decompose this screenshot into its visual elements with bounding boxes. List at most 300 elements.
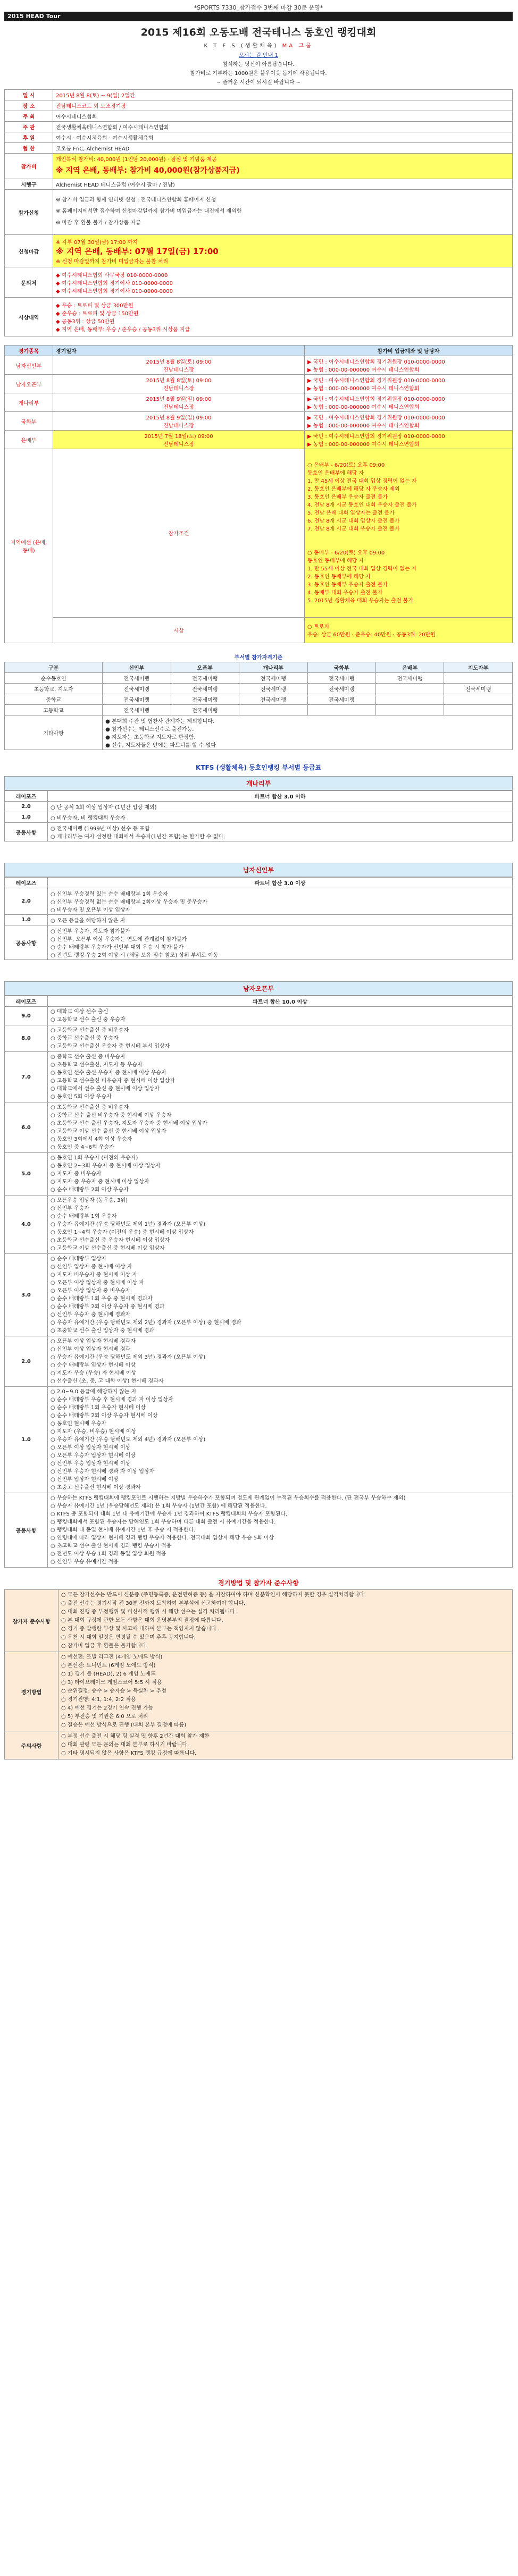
level-desc xyxy=(48,1007,513,1025)
division-header: 은배부 xyxy=(375,662,444,673)
level-line: ○ 우승자 유예기간 (우승 당해년도 제외 3년) 경과자 (오픈부 이상) xyxy=(51,1354,206,1360)
rules-line: ○ 3) 타이브레이크 게임스코어 5:5 시 적용 xyxy=(61,1680,162,1686)
regional-rules-a xyxy=(307,461,509,533)
open-level-row xyxy=(5,1387,513,1493)
schedule-date xyxy=(53,393,305,412)
division-cell: 전국세미랭 xyxy=(171,684,239,694)
rules-line: ○ 4) 예선 경기는 2경기 연속 진행 가능 xyxy=(61,1705,154,1711)
rules-line: ○ 우천 시 대회 일정은 변경될 수 있으며 추후 공지합니다. xyxy=(61,1635,196,1640)
level-line: ○ 초중학교 선수 출신 입상자 중 현시베 경과 xyxy=(51,1328,155,1334)
level-line: ○ 랭킹대회 내 동일 현시베 유예기간 1년 후 우승 시 적용한다. xyxy=(51,1527,196,1533)
division-cell: 전국세미랭 xyxy=(239,694,307,705)
level-line: ○ 순수 배테랑부 2회 이상 우승자 중 현시베 경과 xyxy=(51,1304,165,1310)
level-desc xyxy=(48,1254,513,1336)
rookie-head: 파트너 합산 3.0 이상 xyxy=(48,878,513,888)
level-line: ○ 우승자 유예기간 (우승 당해년도 제외 2년) 경과자 (오픈부 이상) 중 현시베 경과 xyxy=(51,1320,241,1326)
level-line: ○ 고등학교 이상 선수출신 중 현시베 이상 입상자 xyxy=(51,1245,165,1251)
level: 7.0 xyxy=(5,1052,48,1102)
level-line: ○ 우승하는 KTFS 랭킹대회에 랭킹포인트 시행하는 지방별 우승하수가 포함되며 정도에 관계없이 누적된 우승회수를 적용한다. (단 전국부 우승하수 제외) xyxy=(51,1495,406,1501)
division-table xyxy=(4,652,513,750)
schedule-date xyxy=(53,375,305,393)
subtitle-prefix: K T F S (생활체육) xyxy=(204,43,279,49)
level-line: ○ 순수 배테랑부 1회 우승자 xyxy=(51,1214,117,1219)
rules-row xyxy=(5,1652,513,1731)
division-header: 국화부 xyxy=(307,662,375,673)
rules-line: ○ 예선전: 조별 리그전 (4게임 노애드 방식) xyxy=(61,1654,163,1660)
level-line: ○ 중학교 선수출신 중 우승자 xyxy=(51,1036,119,1041)
level-line: ○ 연령대에 따라 입상자 현시베 경과 랭킹 우승자 적용한다. 전국대회 입상자 해당 우승 5회 이상 xyxy=(51,1535,274,1541)
fee-line: 개인복식 참가비: 40,000원 (1인당 20,000원) · 점심 및 기념품 제공 xyxy=(56,157,217,163)
level-line: ○ 우승자 유예기간 (우승 당해년도 제외 4년) 경과자 (오픈부 이상) xyxy=(51,1437,206,1443)
rules-line: ○ 대회 진행 중 부정행위 및 비신사적 행위 시 해당 선수는 실격 처리됩니다. xyxy=(61,1609,237,1615)
division-cell: 전국세미랭 xyxy=(171,705,239,715)
level-line: ○ 랭킹대회에서 포함된 우승자는 당해연도 1회 우승하며 다른 대회 출전 시 유예기간을 적용한다. xyxy=(51,1519,276,1525)
extra-line: ● 지도자는 초등학교 지도자로 한정함. xyxy=(105,735,196,740)
division-cell: 고등학교 xyxy=(5,705,103,715)
rules-line: ○ 경기 중 발생한 부상 및 사고에 대하여 본부는 책임지지 않습니다. xyxy=(61,1626,218,1632)
rule-line: 7. 전남 8개 시군 대회 우승자 출전 불가 xyxy=(307,526,400,532)
women-band: 개나리부 xyxy=(4,776,513,790)
rules-line: ○ 기타 명시되지 않은 사항은 KTFS 랭킹 규정에 따릅니다. xyxy=(61,1750,197,1756)
fee-value xyxy=(53,154,513,179)
info-value: 전국생활체육테니스연합회 / 여수시테니스연합회 xyxy=(53,122,513,132)
extra-line: ● 선수, 지도자들은 안에는 파트너를 할 수 없다 xyxy=(105,743,216,748)
level-line: ○ 초등학교 선수출신 중 비우승자 xyxy=(51,1105,129,1110)
level-line: ○ 고등학교 이상 선수 출신 중 현시베 이상 입상자 xyxy=(51,1129,166,1134)
level-desc xyxy=(48,888,513,915)
apply-line: ※ 홈페이지에서만 접수하며 신청마감일까지 참가비 미입금자는 대진에서 제외함 xyxy=(56,208,242,214)
rules-table xyxy=(4,1589,513,1760)
level-line: ○ 대학교에서 선수 출신 중 현시베 이상 입상자 xyxy=(51,1086,160,1092)
account-line: ▶ 국민 : 여수시테니스연합회 경기위원장 010-0000-0000 xyxy=(307,397,445,402)
schedule-venue: 진남테니스장 xyxy=(163,442,194,448)
account-line: ▶ 농협 : 000-00-000000 여수시 테니스연합회 xyxy=(307,405,420,410)
open-level-row xyxy=(5,1493,513,1568)
regional-label: 지역예선 (은배, 동배) xyxy=(5,449,53,643)
level-line: ○ 신인부 우승자, 지도자 참가불가 xyxy=(51,929,131,935)
schedule-date-line: 2015년 8월 8일(토) 09:00 xyxy=(146,359,212,365)
level-line: ○ 초등학교 선수출신 중 우승자 현시베 이상 입상자 xyxy=(51,1238,170,1243)
schedule-header: 참가비 입금계좌 및 담당자 xyxy=(305,346,513,356)
level-line: ○ 순수 배테랑부 2회 이상 우승자 xyxy=(51,1187,129,1193)
contact-line: ◆ 여수시테니스연합회 경기이사 010-0000-0000 xyxy=(56,288,173,294)
women-table xyxy=(4,790,513,841)
level-line: ○ 동호인 선수 출신 우승자 중 현시베 이상 우승자 xyxy=(51,1070,166,1076)
regional-prize-label: 시상 xyxy=(53,617,305,643)
level-line: ○ 오픈우승 입상자 (동우승, 3위) xyxy=(51,1198,128,1203)
rules-label: 주의사항 xyxy=(5,1731,59,1760)
division-cell: 전국세미랭 xyxy=(171,694,239,705)
rules-label: 참가자 준수사항 xyxy=(5,1590,59,1652)
level-line: ○ 지도자 중 비우승자 xyxy=(51,1171,102,1177)
rules-line: ○ 경기진행: 4:1, 1:4, 2:2 적용 xyxy=(61,1697,136,1703)
info-value: 진남테니스코트 외 보조경기장 xyxy=(53,100,513,111)
level-desc xyxy=(48,1102,513,1153)
level-line: ○ 신인부 입상자 중 현시베 이상 자 xyxy=(51,1264,132,1270)
open-level-row xyxy=(5,1196,513,1254)
division-caption: 부서별 참가자격기준 xyxy=(5,652,513,662)
level-line: ○ 신인부 이상 입상자 현시베 경과 xyxy=(51,1346,131,1352)
level-desc xyxy=(48,1336,513,1387)
rules-line: ○ 결승은 예선 방식으로 진행 (대회 본부 결정에 따름) xyxy=(61,1722,187,1728)
rules-line: ○ 본 대회 규정에 관한 모든 사항은 대회 운영본부의 결정에 따릅니다. xyxy=(61,1618,223,1623)
schedule-table xyxy=(4,345,513,643)
deadline-label: 신청마감 xyxy=(5,235,53,267)
schedule-venue: 진남테니스장 xyxy=(163,405,194,410)
division-cell xyxy=(444,705,513,715)
level-line: ○ 우승자 유예기간 (우승 당해년도 제외 1년) 경과자 (오픈부 이상) xyxy=(51,1222,206,1227)
women-head: 파트너 합산 3.0 이하 xyxy=(48,791,513,802)
extra-label: 기타사항 xyxy=(5,715,103,750)
rule-line: 1. 만 45세 이상 전국 대회 입상 경력이 없는 자 xyxy=(307,478,417,484)
division-header: 오픈부 xyxy=(171,662,239,673)
rules-row xyxy=(5,1731,513,1760)
division-cell: 전국세미랭 xyxy=(171,673,239,684)
level-desc xyxy=(48,1025,513,1052)
schedule-event: 남자신인부 xyxy=(5,356,53,375)
prize-line: ◆ 준우승 : 트로피 및 상금 150만원 xyxy=(56,311,139,317)
rules-desc xyxy=(59,1731,513,1760)
level-line: ○ 대학교 이상 선수 출신 xyxy=(51,1009,108,1015)
level: 9.0 xyxy=(5,1007,48,1025)
regional-center: 참가조건 xyxy=(53,449,305,618)
rule-line: 동호인 동배부에 해당 자 xyxy=(307,558,364,564)
rookie-band: 남자신인부 xyxy=(4,863,513,877)
level-line: ○ 신인부 우승 입상자 현시베 이상 xyxy=(51,1461,131,1467)
level-line: ○ 신인부 입상자 현시베 이상 xyxy=(51,1477,119,1483)
greeting xyxy=(4,51,513,87)
prize-line: ◆ 공동3위 : 상금 50만원 xyxy=(56,319,115,325)
open-table xyxy=(4,996,513,1568)
top-note: *SPORTS 7330_참가접수 3번째 마감 30분 운영* xyxy=(194,4,323,11)
contact-line: ◆ 여수시테니스연합회 경기이사 010-0000-0000 xyxy=(56,280,173,287)
prize-line: ◆ 지역 은배, 동배부: 우승 / 준우승 / 공동3위 시상품 지급 xyxy=(56,327,190,333)
level-line: ○ 동호인 2~3회 우승자 중 현시베 이상 입상자 xyxy=(51,1163,161,1169)
rule-line: ○ 동배부 - 6/20(토) 오후 09:00 xyxy=(307,550,385,556)
level-line: ○ 신인부 우승자 현시베 경과 자 이상 입상자 xyxy=(51,1469,155,1475)
division-cell xyxy=(307,705,375,715)
level: 2.0 xyxy=(5,888,48,915)
level: 공동사항 xyxy=(5,1493,48,1568)
division-cell xyxy=(239,705,307,715)
level-line: ○ 순수 배테랑부 1회 우승 중 현시베 경과자 xyxy=(51,1296,153,1302)
open-level-row xyxy=(5,1254,513,1336)
level: 8.0 xyxy=(5,1025,48,1052)
level-line: ○ 2.0~9.0 등급에 해당하지 않는 자 xyxy=(51,1389,137,1395)
fee-label: 참가비 xyxy=(5,154,53,179)
schedule-header: 경기일자 xyxy=(53,346,305,356)
division-cell xyxy=(444,694,513,705)
level-line: ○ 지도자 중 우승자 중 현시베 이상 입상자 xyxy=(51,1179,149,1185)
level-desc xyxy=(48,1153,513,1196)
grade-title: KTFS (생활체육) 동호인랭킹 부서별 등급표 xyxy=(196,764,321,771)
info-label: 주 최 xyxy=(5,111,53,122)
level-line: ○ 초등학교 선수출신, 지도자 등 우승자 xyxy=(51,1062,143,1068)
rule-line: 1. 만 55세 이상 전국 대회 입상 경력이 없는 자 xyxy=(307,566,417,572)
level-line: ○ 초고학교 선수 출신 현시베 경과 랭킹 우승자 적용 xyxy=(51,1543,172,1549)
level-line: ○ 지도자 우승 (우승) 자 현시베 이상 xyxy=(51,1370,137,1376)
extra-notes xyxy=(103,715,513,750)
division-cell: 초등학교, 지도자 xyxy=(5,684,103,694)
account-line: ▶ 농협 : 000-00-000000 여수시 테니스연합회 xyxy=(307,367,420,373)
division-header: 신인부 xyxy=(103,662,171,673)
division-cell: 중학교 xyxy=(5,694,103,705)
greeting-line[interactable]: 오시는 길 안내 1 xyxy=(239,53,278,58)
level: 공동사항 xyxy=(5,925,48,960)
rule-line: 4. 전남 8개 시군 동호인 대회 우승자 출전 불가 xyxy=(307,502,417,508)
level: 2.0 xyxy=(5,1336,48,1387)
tour-bar: 2015 HEAD Tour xyxy=(4,12,513,21)
level-line: ○ 우승자 유예기간 1년 (우승당해년도 제외) 은 1회 우승자 (1년간 포함) 에 해당된 적용한다. xyxy=(51,1503,267,1509)
level-line: ○ 전국세미랭 (1999년 이상) 선수 등 포함 xyxy=(51,826,150,832)
rookie-table xyxy=(4,877,513,960)
rules-line: ○ 1) 경기 볼 (HEAD), 2) 6 게임 노애드 xyxy=(61,1671,156,1677)
division-cell: 전국세미랭 xyxy=(444,684,513,694)
rule-line: 4. 동배부 대회 우승자 출전 불가 xyxy=(307,590,383,596)
level-line: ○ 동호인 1~4회 우승자 (이전의 우승) 중 현시베 이상 입상자 xyxy=(51,1230,194,1235)
info-value: 2015년 8월 8(토) ~ 9(일) 2일간 xyxy=(53,90,513,100)
open-band: 남자오픈부 xyxy=(4,981,513,996)
rules-desc xyxy=(59,1590,513,1652)
level: 6.0 xyxy=(5,1102,48,1153)
division-cell xyxy=(375,684,444,694)
greeting-line: 참석하는 당신이 아름답습니다. xyxy=(222,62,295,68)
schedule-date xyxy=(53,356,305,375)
info-label: 후 원 xyxy=(5,132,53,143)
level-desc: ○ 비우승자, 비 랭킹대회 우승자 xyxy=(48,812,513,823)
contact-line: ◆ 여수시테니스협회 사무국장 010-0000-0000 xyxy=(56,272,168,279)
regional-rules-b xyxy=(307,549,509,605)
level-line: ○ 신인부 우승 유예기간 적용 xyxy=(51,1559,119,1565)
schedule-account xyxy=(305,431,513,449)
info-table xyxy=(4,89,513,336)
account-line: ▶ 국민 : 여수시테니스연합회 경기위원장 010-0000-0000 xyxy=(307,378,445,384)
account-line: ▶ 국민 : 여수시테니스연합회 경기위원장 010-0000-0000 xyxy=(307,434,445,440)
level-desc: ○ 단 공식 3회 이상 입상자 (1년간 입상 제외) xyxy=(48,802,513,812)
prize-value xyxy=(53,298,513,336)
division-cell xyxy=(375,694,444,705)
level-line: ○ 순수 배테랑부 우승 후 현시베 경과 자 이상 입상자 xyxy=(51,1397,173,1403)
level: 5.0 xyxy=(5,1153,48,1196)
level-line: ○ 오픈부 이상 입상자 중 현시베 이상 자 xyxy=(51,1280,144,1286)
level-desc xyxy=(48,925,513,960)
level-line: ○ 중학교 선수 출신 비우승자 중 현시베 이상 우승자 xyxy=(51,1113,172,1118)
level-line: ○ 초등학교 선수 출신 우승자, 지도자 우승자 중 현시베 이상 입상자 xyxy=(51,1121,207,1126)
open-level-row xyxy=(5,1007,513,1025)
division-cell: 전국세미랭 xyxy=(307,684,375,694)
level-desc: ○ 오픈 등급을 해당하지 않은 자 xyxy=(48,915,513,925)
level-line: ○ 신인부 우승경력 없는 순수 배테랑부 2회이상 우승자 및 준우승자 xyxy=(51,899,207,905)
level-line: ○ 순수 배테랑부 1회 우승자 현시베 이상 xyxy=(51,1405,146,1411)
apply-value xyxy=(53,190,513,235)
rules-line: ○ 5) 부전승 및 기권은 6:0 으로 처리 xyxy=(61,1714,148,1720)
schedule-date xyxy=(53,412,305,431)
greeting-line: 참가비로 기부하는 1000원은 불우이웃 돕기에 사용됩니다. xyxy=(190,71,327,77)
rule-line: 5. 전남 은배 대회 입상자는 출전 불가 xyxy=(307,510,395,516)
level-line: ○ 순수 배테랑부 우승자가 신인부 대회 우승 시 참가 불가 xyxy=(51,945,183,950)
schedule-event: 국화부 xyxy=(5,412,53,431)
apply-line[interactable]: ※ 참가비 입금과 함께 인터넷 신청 : 전국테니스연합회 홈페이지 신청 xyxy=(56,197,216,203)
level-line: ○ 신인부 우승자 중 현시베 경과자 xyxy=(51,1312,131,1318)
level-line: ○ 지도자 (우승, 비우승) 현시베 이상 xyxy=(51,1429,137,1435)
schedule-venue: 진남테니스장 xyxy=(163,386,194,392)
level-line: ○ 신인부 우승경력 있는 순수 배테랑부 1회 우승자 xyxy=(51,891,168,897)
division-header: 구분 xyxy=(5,662,103,673)
open-level-row xyxy=(5,1153,513,1196)
level-line: ○ 동호인 5회 이상 우승자 xyxy=(51,1094,112,1100)
level: 1.0 xyxy=(5,915,48,925)
apply-value: Alchemist HEAD 테니스클럽 (여수시 팔마 / 진남) xyxy=(53,179,513,190)
division-cell xyxy=(444,673,513,684)
rule-line: 동호인 은배부에 해당 자 xyxy=(307,470,364,476)
level-line: ○ 동호인 3회에서 4회 이상 우승자 xyxy=(51,1137,132,1142)
prize-line: 우승: 상금 60만원 · 준우승: 40만원 · 공동3위: 20만원 xyxy=(307,632,436,638)
prize-line: ○ 트로피 xyxy=(307,624,329,630)
level-line: ○ 오픈부 이상 입상자 현시베 이상 xyxy=(51,1445,131,1451)
division-cell: 전국세미랭 xyxy=(239,673,307,684)
account-line: ▶ 국민 : 여수시테니스연합회 경기위원장 010-0000-0000 xyxy=(307,415,445,421)
level-line: ○ 동호인 1회 우승자 (이전의 우승자) xyxy=(51,1155,138,1161)
subtitle-org: MA 그룹 xyxy=(282,43,313,49)
info-value: 여수시테니스협회 xyxy=(53,111,513,122)
schedule-event: 은배부 xyxy=(5,431,53,449)
level-line: ○ 신인부, 오픈부 이상 우승자는 연도에 관계없이 참가불가 xyxy=(51,937,187,942)
rule-line: ○ 은배부 - 6/20(토) 오후 09:00 xyxy=(307,462,385,468)
schedule-date xyxy=(53,431,305,449)
open-head: 레이포즈 xyxy=(5,996,48,1007)
rules-desc xyxy=(59,1652,513,1731)
info-label: 협 찬 xyxy=(5,143,53,154)
level-line: ○ 중학교 선수 출신 중 비우승자 xyxy=(51,1054,126,1060)
info-label: 주 관 xyxy=(5,122,53,132)
level: 1.0 xyxy=(5,812,48,823)
account-line: ▶ 농협 : 000-00-000000 여수시 테니스연합회 xyxy=(307,442,420,448)
info-value: 코오롱 FnC, Alchemist HEAD xyxy=(53,143,513,154)
regional-prize xyxy=(305,617,513,643)
division-cell: 전국세미랭 xyxy=(375,673,444,684)
page-title: 2015 제16회 오동도배 전국테니스 동호인 랭킹대회 xyxy=(140,27,377,38)
open-level-row xyxy=(5,1052,513,1102)
level-line: ○ 개나리부는 여자 선정한 대회에서 우승자(1년간 포함) 는 한가할 수 없다. xyxy=(51,834,225,840)
schedule-date-line: 2015년 8월 8일(토) 09:00 xyxy=(146,378,212,384)
level-desc xyxy=(48,1196,513,1254)
rules-line: ○ 출전 선수는 경기시작 전 30분 전까지 도착하여 본부석에 신고하여야 합니다. xyxy=(61,1601,246,1606)
page xyxy=(4,3,513,1760)
level-line: ○ 오픈부 이상 입상자 현시베 경과자 xyxy=(51,1338,136,1344)
level-line: ○ 오픈부 우승자 입상자 현시베 이상 xyxy=(51,1453,136,1459)
account-line: ▶ 농협 : 000-00-000000 여수시 테니스연합회 xyxy=(307,423,420,429)
rules-label: 경기방법 xyxy=(5,1652,59,1731)
division-cell: 전국세미랭 xyxy=(103,673,171,684)
open-head: 파트너 합산 10.0 이상 xyxy=(48,996,513,1007)
schedule-date-line: 2015년 8월 9일(일) 09:00 xyxy=(146,415,212,421)
schedule-account xyxy=(305,375,513,393)
open-level-row xyxy=(5,1336,513,1387)
deadline-line: ※ 지역 은배, 동배부: 07월 17일(금) 17:00 xyxy=(56,246,219,256)
extra-line: ● 참가선수는 테니스선수로 출전가능. xyxy=(105,727,194,733)
greeting-line: ~ 즐거운 시간이 되시길 바랍니다 ~ xyxy=(216,80,301,86)
apply-label: 참가신청 xyxy=(5,190,53,235)
deadline-value xyxy=(53,235,513,267)
prize-label: 시상내역 xyxy=(5,298,53,336)
rules-line: ○ 대회 관련 모든 문의는 대회 본부로 하시기 바랍니다. xyxy=(61,1742,189,1748)
level-desc xyxy=(48,1387,513,1493)
level-line: ○ 선수출신 (초, 중, 고 대학 이상) 현시베 경과자 xyxy=(51,1378,164,1384)
rules-line: ○ 참가비 입금 후 환불은 불가합니다. xyxy=(61,1643,148,1649)
level: 공동사항 xyxy=(5,823,48,841)
info-label: 일 시 xyxy=(5,90,53,100)
account-line: ▶ 농협 : 000-00-000000 여수시 테니스연합회 xyxy=(307,386,420,392)
level: 1.0 xyxy=(5,1387,48,1493)
division-cell: 전국세미랭 xyxy=(103,705,171,715)
rule-line: 5. 2015년 생활체육 대회 우승자는 출전 불가 xyxy=(307,597,413,604)
level-line: ○ 고등학교 선수출신 우승자 중 현시베 부서 입상자 xyxy=(51,1043,170,1049)
division-cell: 전국세미랭 xyxy=(103,694,171,705)
division-cell xyxy=(375,705,444,715)
schedule-date-line: 2015년 8월 9일(일) 09:00 xyxy=(146,397,212,402)
rules-line: ○ 본선전: 토너먼트 (6게임 노애드 방식) xyxy=(61,1663,156,1669)
division-cell: 전국세미랭 xyxy=(307,673,375,684)
subtitle xyxy=(4,41,513,49)
division-cell: 전국세미랭 xyxy=(103,684,171,694)
extra-line: ● 본대회 주관 및 협찬사 관계자는 제외합니다. xyxy=(105,719,214,725)
level-line: ○ 전년도 이상 우승 1회 경과 동일 입상 회원 적용 xyxy=(51,1551,166,1557)
schedule-account xyxy=(305,393,513,412)
rule-line: 2. 동호인 은배부에 해당 자 우승자 제외 xyxy=(307,486,400,492)
level-desc xyxy=(48,823,513,841)
apply-line: ※ 마감 후 환불 불가 / 참가상품 지급 xyxy=(56,220,141,226)
level-line: ○ 순수 배테랑부 입상자 xyxy=(51,1256,107,1262)
info-label: 장 소 xyxy=(5,100,53,111)
rules-row xyxy=(5,1590,513,1652)
division-cell: 순수동호인 xyxy=(5,673,103,684)
contact-label: 문의처 xyxy=(5,267,53,298)
schedule-date-line: 2015년 7월 18일(토) 09:00 xyxy=(144,434,213,440)
rules-title: 경기방법 및 참가자 준수사항 xyxy=(218,1579,299,1587)
level-line: ○ KTFS 총 포함되어 대회 1년 내 유예기간에 우승자 1년 경과하여 KTFS 랭킹대회의 우승자 포함된다. xyxy=(51,1511,288,1517)
schedule-account xyxy=(305,356,513,375)
deadline-line: ※ 각부 07월 30일(금) 17:00 까지 xyxy=(56,239,138,246)
level-line: ○ 고등학교 선수 출신 중 우승자 xyxy=(51,1017,126,1023)
division-header: 지도자부 xyxy=(444,662,513,673)
level-desc xyxy=(48,1052,513,1102)
level: 4.0 xyxy=(5,1196,48,1254)
open-level-row xyxy=(5,1102,513,1153)
level-line: ○ 동호인 현시베 우승자 xyxy=(51,1421,107,1427)
open-level-row xyxy=(5,1025,513,1052)
info-value: 여수시 · 여수시체육회 · 여수시생활체육회 xyxy=(53,132,513,143)
fee-line: ※ 지역 은배, 동배부: 참가비 40,000원(참가상품지급) xyxy=(56,166,240,175)
level-line: ○ 순수 배테랑부 입상자 현시베 이상 xyxy=(51,1362,136,1368)
level-line: ○ 오픈부 이상 입상자 중 비우승자 xyxy=(51,1288,131,1294)
regional-rules xyxy=(305,449,513,618)
rule-line: 6. 전남 8개 시군 대회 입상자 출전 불가 xyxy=(307,518,400,524)
rookie-head: 레이포즈 xyxy=(5,878,48,888)
level-line: ○ 비우승자 및 오픈부 이상 입상자 xyxy=(51,907,131,913)
division-header: 개나리부 xyxy=(239,662,307,673)
level-line: ○ 초중고 선수출신 현시베 이상 경과자 xyxy=(51,1485,141,1491)
level: 2.0 xyxy=(5,802,48,812)
deadline-line: ※ 신청 마감일까지 참가비 미입금자는 불참 처리 xyxy=(56,258,168,265)
level-desc xyxy=(48,1493,513,1568)
women-head: 레이포즈 xyxy=(5,791,48,802)
schedule-header: 경기종목 xyxy=(5,346,53,356)
schedule-account xyxy=(305,412,513,431)
schedule-venue: 진남테니스장 xyxy=(163,423,194,429)
rule-line: 3. 동호인 은배부 우승자 출전 불가 xyxy=(307,494,388,500)
apply-label: 시행구 xyxy=(5,179,53,190)
rules-line: ○ 모든 참가선수는 반드시 신분증 (주민등록증, 운전면허증 등) 을 지참하여야 하며 신분확인시 해당하지 못할 경우 실격처리합니다. xyxy=(61,1592,366,1598)
